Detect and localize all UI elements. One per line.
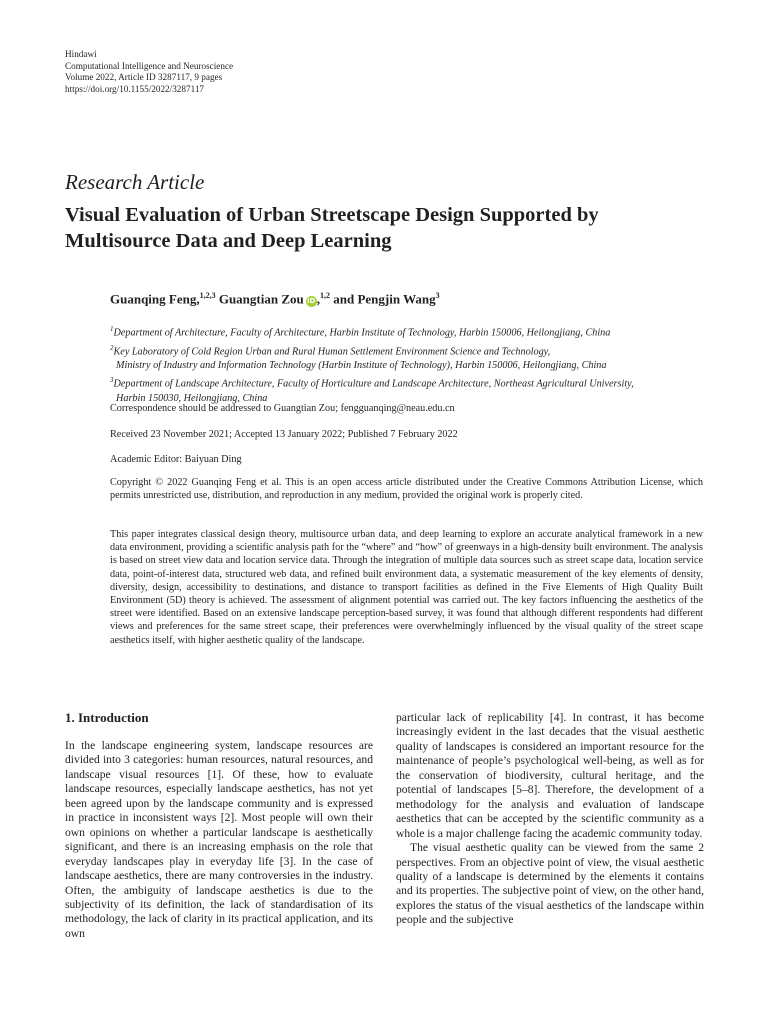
affiliation-line <box>110 341 710 360</box>
left-column <box>65 739 373 941</box>
author-affiliation-marker: 1,2 <box>320 291 330 300</box>
body-paragraph: The visual aesthetic quality can be viewed from the same 2 perspectives. From an objective point of view, the visual aesthetic quality of a landscape is determined by the elements it contains and its properties. The subjective point of view, on the other hand, explores the status of the visual aesthetics of the landscape within people and the subjective <box>396 841 704 927</box>
abstract <box>110 528 703 647</box>
orcid-icon[interactable]: iD <box>307 297 316 306</box>
volume-info: Volume 2022, Article ID 3287117, 9 pages <box>65 72 223 83</box>
affiliation-line: Harbin 150030, Heilongjiang, China <box>116 392 268 404</box>
publisher-name: Hindawi <box>65 49 97 59</box>
author-name: Guanqing Feng, <box>110 291 200 307</box>
author-separator: , <box>316 291 320 307</box>
article-type: Research Article <box>65 170 205 194</box>
section-heading: 1. Introduction <box>65 710 149 725</box>
affiliation-line <box>110 322 710 341</box>
affiliation-marker: 3 <box>110 376 114 385</box>
author-name: Guangtian Zou <box>218 291 304 307</box>
affiliation-marker: 2 <box>110 343 114 352</box>
body-paragraph: particular lack of replicability [4]. In contrast, it has become increasingly evident in the last decades that the visual aesthetic quality of landscapes is considered an important resource for the maintenance of people’s psychological well-being, as well as for the conservation of biodiversity, cultural heritage, and the potential of landscapes [5–8]. Therefore, the development of a methodology for the analysis and evaluation of landscape aesthetics that can be accepted by the scientific community as a whole is a major challenge facing the academic community today. <box>396 711 704 840</box>
journal-masthead <box>65 49 233 95</box>
author-connector: and <box>333 291 355 307</box>
affiliation-text: Department of Architecture, Faculty of Architecture, Harbin Institute of Technology, Harbin 150006, Heilongjiang, China <box>113 327 611 339</box>
correspondence-note: Correspondence should be addressed to Guangtian Zou; fengguanqing@neau.edu.cn <box>110 403 455 414</box>
affiliation-line: Ministry of Industry and Information Technology (Harbin Institute of Technology), Harbin 150006, Heilongjiang, China <box>116 360 607 372</box>
author-list <box>110 291 440 307</box>
affiliation-marker: 1 <box>110 325 114 333</box>
author-affiliation-marker: 1,2,3 <box>199 291 216 300</box>
publication-dates: Received 23 November 2021; Accepted 13 January 2022; Published 7 February 2022 <box>110 429 458 440</box>
affiliation-text: Department of Landscape Architecture, Faculty of Horticulture and Landscape Architecture, Northeast Agricultural University, <box>113 378 634 390</box>
affiliation-line <box>110 373 710 392</box>
abstract-text: This paper integrates classical design theory, multisource urban data, and deep learning to explore an accurate analytical framework in a new data environment, providing a scientific analysis path for the “where” and “how” of greenways in a high-density built environment. The analysis is based on street view data and location service data. Through the integration of multiple data sources such as street scape data, location service data, point-of-interest data, structured web data, and refined built environment data, a systematic measurement of the key elements of density, diversity, design, accessibility to destinations, and distance to transport facilities as defined in the Five Elements of High Quality Built Environment (5D) theory is achieved. The assessment of alignment potential was carried out. The key factors influencing the aesthetics of the street were identified. Based on an extensive landscape perception-based survey, it was found that although different respondents had different views and preferences for the same street scape, their preferences were overwhelmingly influenced by the visual quality of the street scape aesthetics itself, with higher aesthetic quality of the landscape. <box>110 529 703 646</box>
right-column <box>396 711 704 928</box>
journal-name: Computational Intelligence and Neuroscience <box>65 60 234 71</box>
academic-editor: Academic Editor: Baiyuan Ding <box>110 454 242 465</box>
copyright-notice: Copyright © 2022 Guanqing Feng et al. This is an open access article distributed under the Creative Commons Attribution License, which permits unrestricted use, distribution, and reproduction in any medium, provided the original work is properly cited. <box>110 477 703 502</box>
paper-title: Visual Evaluation of Urban Streetscape Design Supported by Multisource Data and Deep Learning <box>65 204 599 252</box>
doi-link[interactable]: https://doi.org/10.1155/2022/3287117 <box>65 83 205 94</box>
author-affiliation-marker: 3 <box>435 291 440 300</box>
affiliation-list <box>110 322 710 406</box>
body-paragraph: In the landscape engineering system, landscape resources are divided into 3 categories: human resources, natural resources, and landscape visual resources [1]. Of these, how to evaluate landscape resources, especially landscape aesthetics, has not yet been agreed upon by the landscape community and is expressed in practice in inconsistent ways [2]. Most people will own their own opinions on whether a particular landscape is aesthetically significant, and there is an increasing emphasis on the role that everyday landscapes play in everyday life [3]. In the case of landscape aesthetics, there are many controversies in the industry. Often, the ambiguity of landscape aesthetics is due to the subjectivity of its definition, the lack of standardisation of its methodology, the lack of clarity in its practical application, and its own <box>65 739 373 940</box>
author-name: Pengjin Wang <box>357 291 436 307</box>
affiliation-text: Key Laboratory of Cold Region Urban and Rural Human Settlement Environment Science and Technology, <box>113 345 551 357</box>
